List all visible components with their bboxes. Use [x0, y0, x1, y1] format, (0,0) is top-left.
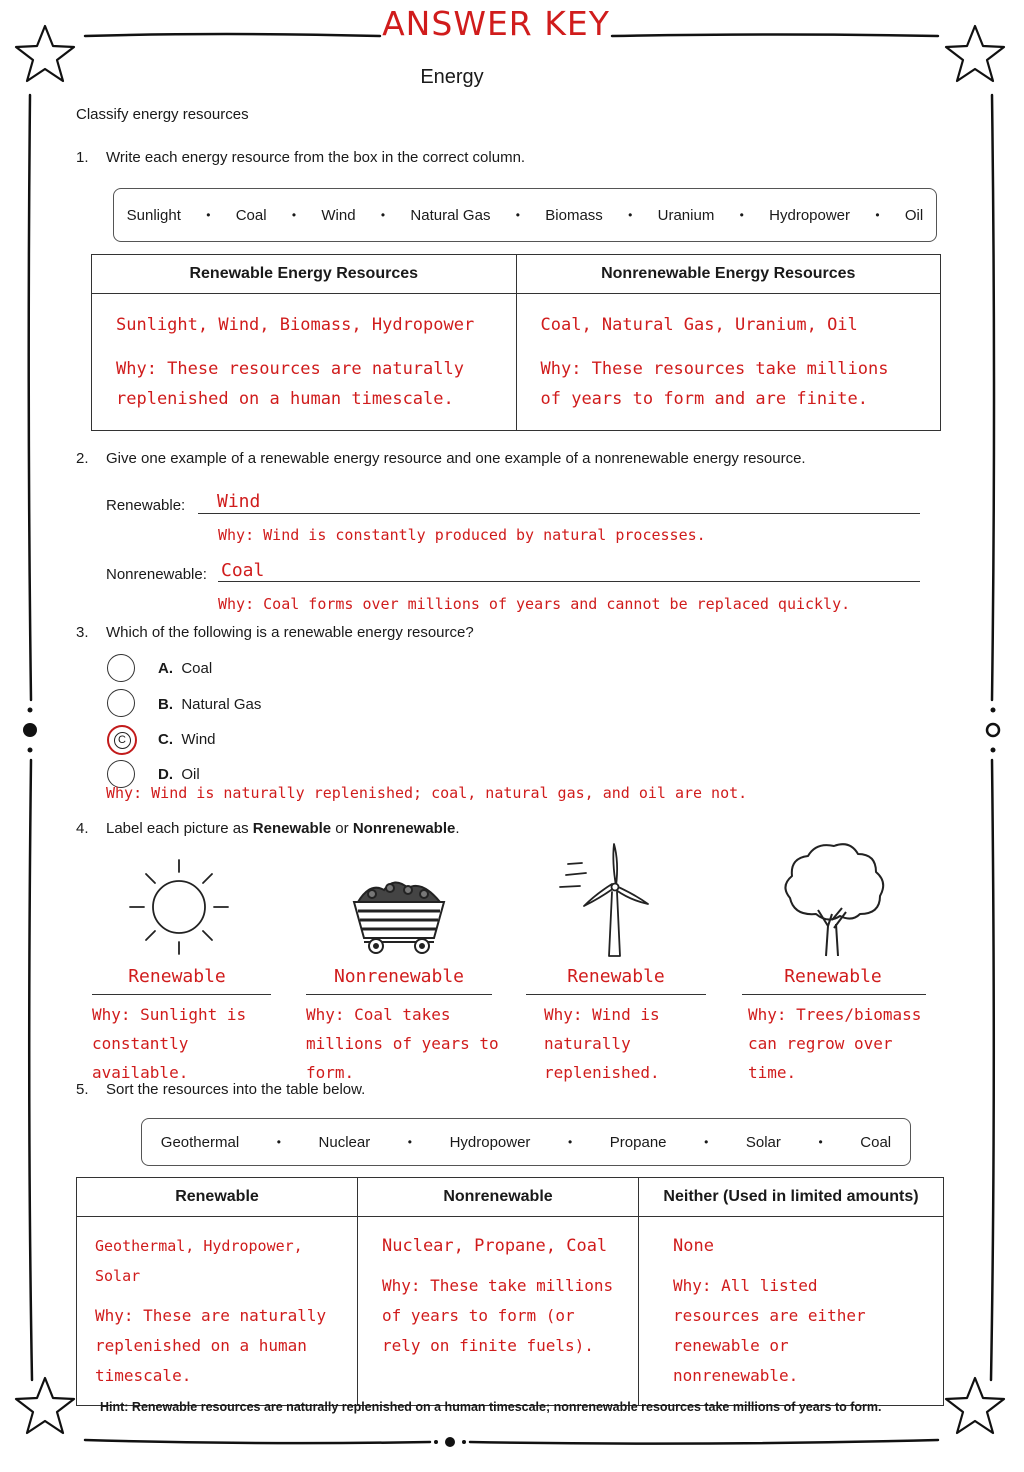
option-d[interactable]: D. Oil	[158, 766, 200, 783]
q5-word-bank: Geothermal • Nuclear • Hydropower • Propane • Solar • Coal	[141, 1118, 911, 1166]
q5-neither-why: Why: All listed resources are either renewable or nonrenewable.	[673, 1276, 866, 1385]
q5-table	[76, 1177, 944, 1406]
coal-cart-icon	[350, 874, 448, 956]
option-a-radio[interactable]	[107, 654, 135, 682]
word-bank-item: Biomass	[545, 206, 603, 224]
word-bank-item: Sunlight	[126, 206, 181, 224]
q4-text: Label each picture as Renewable or Nonrenewable.	[106, 820, 460, 837]
picture-4-why: Why: Trees/biomass can regrow over time.	[748, 1005, 922, 1082]
q5-text: Sort the resources into the table below.	[106, 1081, 366, 1098]
q2-renewable-label: Renewable:	[106, 497, 186, 514]
picture-2-answer: Nonrenewable	[333, 966, 465, 987]
q1-text: Write each energy resource from the box in the correct column.	[106, 149, 526, 166]
q1-nonrenewable-answer: Coal, Natural Gas, Uranium, Oil	[540, 315, 858, 335]
picture-3-answer: Renewable	[567, 966, 665, 987]
picture-1-why: Why: Sunlight is constantly available.	[92, 1005, 247, 1082]
option-c[interactable]: C. Wind	[158, 731, 216, 748]
q5-nonrenewable-why: Why: These take millions of years to form (or rely on finite fuels).	[382, 1276, 614, 1355]
q1-header-renewable: Renewable Energy Resources	[92, 255, 517, 294]
word-bank-item: Hydropower	[449, 1133, 531, 1151]
q5-nonrenewable-answer: Nuclear, Propane, Coal	[382, 1236, 608, 1256]
picture-4-answer: Renewable	[784, 966, 882, 987]
word-bank-item: Coal	[235, 206, 267, 224]
q1-renewable-why: Why: These resources are naturally replenished on a human timescale.	[116, 359, 464, 409]
q2-renewable-answer: Wind	[217, 491, 261, 512]
option-b-radio[interactable]	[107, 689, 135, 717]
q3-why: Why: Wind is naturally replenished; coal, natural gas, and oil are not.	[106, 784, 748, 802]
selected-mark: C	[114, 732, 131, 749]
q1-word-bank: Sunlight • Coal • Wind • Natural Gas • Biomass • Uranium • Hydropower • Oil	[113, 188, 937, 242]
option-a[interactable]: A. Coal	[158, 660, 213, 677]
option-c-radio-selected[interactable]	[107, 725, 137, 755]
star-icon	[16, 26, 74, 81]
sun-icon	[126, 856, 232, 956]
word-bank-item: Oil	[904, 206, 924, 224]
word-bank-item: Hydropower	[769, 206, 851, 224]
q3-number: 3.	[76, 624, 89, 641]
q5-header-neither: Neither (Used in limited amounts)	[639, 1178, 944, 1217]
q4-number: 4.	[76, 820, 89, 837]
word-bank-item: Solar	[745, 1133, 781, 1151]
word-bank-item: Geothermal	[160, 1133, 240, 1151]
option-b[interactable]: B. Natural Gas	[158, 696, 262, 713]
word-bank-item: Propane	[609, 1133, 667, 1151]
star-icon	[946, 1378, 1004, 1433]
q1-number: 1.	[76, 149, 89, 166]
picture-1-answer: Renewable	[128, 966, 226, 987]
star-icon	[16, 1378, 74, 1433]
word-bank-item: Nuclear	[318, 1133, 371, 1151]
star-icon	[946, 26, 1004, 81]
q1-nonrenewable-why: Why: These resources take millions of years to form and are finite.	[540, 359, 889, 409]
q2-text: Give one example of a renewable energy resource and one example of a nonrenewable energy resource.	[106, 450, 806, 467]
q5-header-nonrenewable: Nonrenewable	[358, 1178, 639, 1217]
picture-3-why: Why: Wind is naturally replenished.	[544, 1005, 660, 1082]
word-bank-item: Uranium	[657, 206, 715, 224]
q2-renewable-why: Why: Wind is constantly produced by natural processes.	[218, 526, 706, 544]
word-bank-item: Natural Gas	[410, 206, 491, 224]
q2-nonrenewable-label: Nonrenewable:	[106, 566, 207, 583]
q5-number: 5.	[76, 1081, 89, 1098]
q5-neither-answer: None	[673, 1236, 714, 1256]
word-bank-item: Wind	[321, 206, 356, 224]
picture-2-why: Why: Coal takes millions of years to form.	[306, 1005, 499, 1082]
q2-number: 2.	[76, 450, 89, 467]
q5-renewable-why: Why: These are naturally replenished on a human timescale.	[95, 1306, 327, 1385]
tree-icon	[776, 840, 890, 958]
q5-header-renewable: Renewable	[77, 1178, 358, 1217]
word-bank-item: Coal	[860, 1133, 892, 1151]
section-title: Classify energy resources	[76, 106, 249, 123]
answer-key-title: ANSWER KEY	[382, 4, 610, 43]
q2-nonrenewable-why: Why: Coal forms over millions of years and cannot be replaced quickly.	[218, 595, 851, 613]
q1-table	[91, 254, 941, 431]
q1-header-nonrenewable: Nonrenewable Energy Resources	[516, 255, 941, 294]
wind-turbine-icon	[556, 840, 656, 960]
q5-renewable-answer: Geothermal, Hydropower, Solar	[95, 1237, 303, 1285]
q1-renewable-answer: Sunlight, Wind, Biomass, Hydropower	[116, 315, 475, 335]
page-title: Energy	[420, 66, 484, 88]
q3-text: Which of the following is a renewable energy resource?	[106, 624, 474, 641]
q2-nonrenewable-answer: Coal	[221, 560, 265, 581]
hint-text: Hint: Renewable resources are naturally replenished on a human timescale; nonrenewable resources take millions of years to form.	[100, 1400, 882, 1414]
